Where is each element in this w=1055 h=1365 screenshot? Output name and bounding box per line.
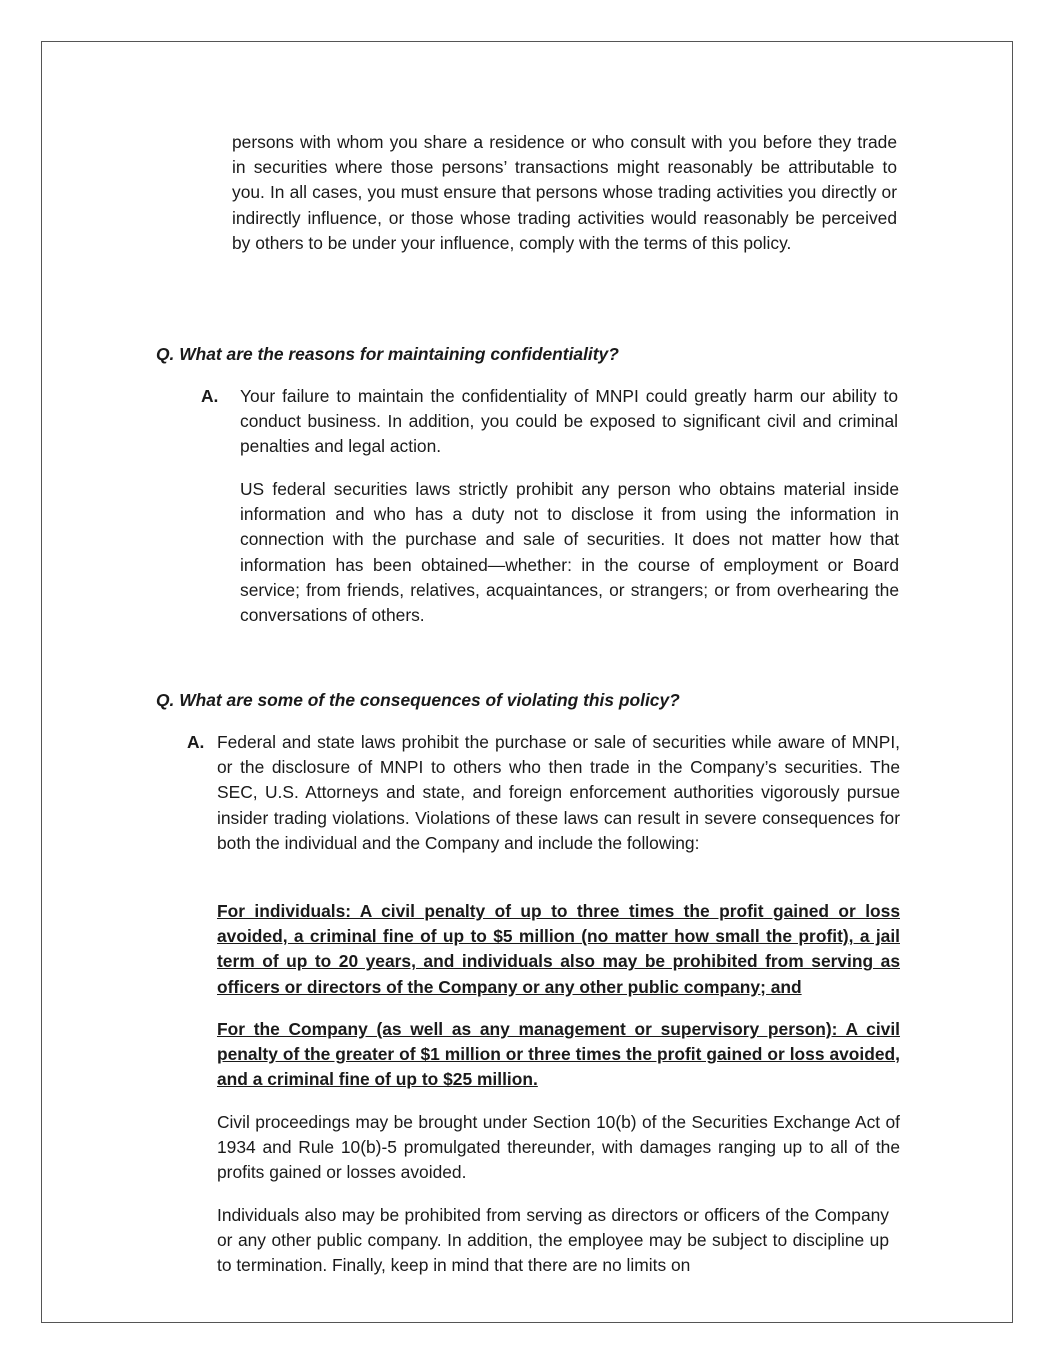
company-penalties-paragraph: For the Company (as well as any management or supervisory person): A civil penalty of the greater of $1 million or three times the profit gained or loss avoided, and a criminal fine of up to $25 million. (217, 1019, 900, 1090)
intro-paragraph: persons with whom you share a residence or who consult with you before they trade in securities where those persons’ transactions might reasonably be attributable to you. In all cases, you must ensure that persons whose trading activities you directly or indirectly influence, or those whose trading activities would reasonably be perceived by others to be under your influence, comply with the terms of this policy. (232, 132, 897, 253)
individual-penalties-paragraph: For individuals: A civil penalty of up to three times the profit gained or loss avoided, a criminal fine of up to $5 million (no matter how small the profit), a jail term of up to 20 years, and individuals also may be prohibited from serving as officers or directors of the Company or any other public company; and (217, 901, 900, 997)
question-consequences: Q. What are some of the consequences of violating this policy? (156, 690, 680, 710)
answer-paragraph: Individuals also may be prohibited from serving as directors or officers of the Company or any other public company. In addition, the employee may be subject to discipline up to termination. Finally, keep in mind that there are no limits on (217, 1205, 889, 1276)
answer-paragraph: Your failure to maintain the confidentiality of MNPI could greatly harm our ability to conduct business. In addition, you could be exposed to significant civil and criminal penalties and legal action. (240, 386, 898, 457)
answer-label: A. (187, 732, 205, 752)
question-confidentiality: Q. What are the reasons for maintaining confidentiality? (156, 344, 619, 364)
answer-paragraph: US federal securities laws strictly prohibit any person who obtains material inside information and who has a duty not to disclose it from using the information in connection with the purchase and sale of securities. It does not matter how that information has been obtained—whether: in the course of employment or Board service; from friends, relatives, acquaintances, or strangers; or from overhearing the conversations of others. (240, 479, 899, 626)
answer-paragraph: Civil proceedings may be brought under Section 10(b) of the Securities Exchange Act of 1934 and Rule 10(b)-5 promulgated thereunder, with damages ranging up to all of the profits gained or losses avoided. (217, 1112, 900, 1183)
answer-paragraph: Federal and state laws prohibit the purchase or sale of securities while aware of MNPI, or the disclosure of MNPI to others who then trade in the Company’s securities. The SEC, U.S. Attorneys and state, and foreign enforcement authorities vigorously pursue insider trading violations. Violations of these laws can result in severe consequences for both the individual and the Company and include the following: (217, 732, 900, 853)
answer-label: A. (201, 386, 219, 406)
